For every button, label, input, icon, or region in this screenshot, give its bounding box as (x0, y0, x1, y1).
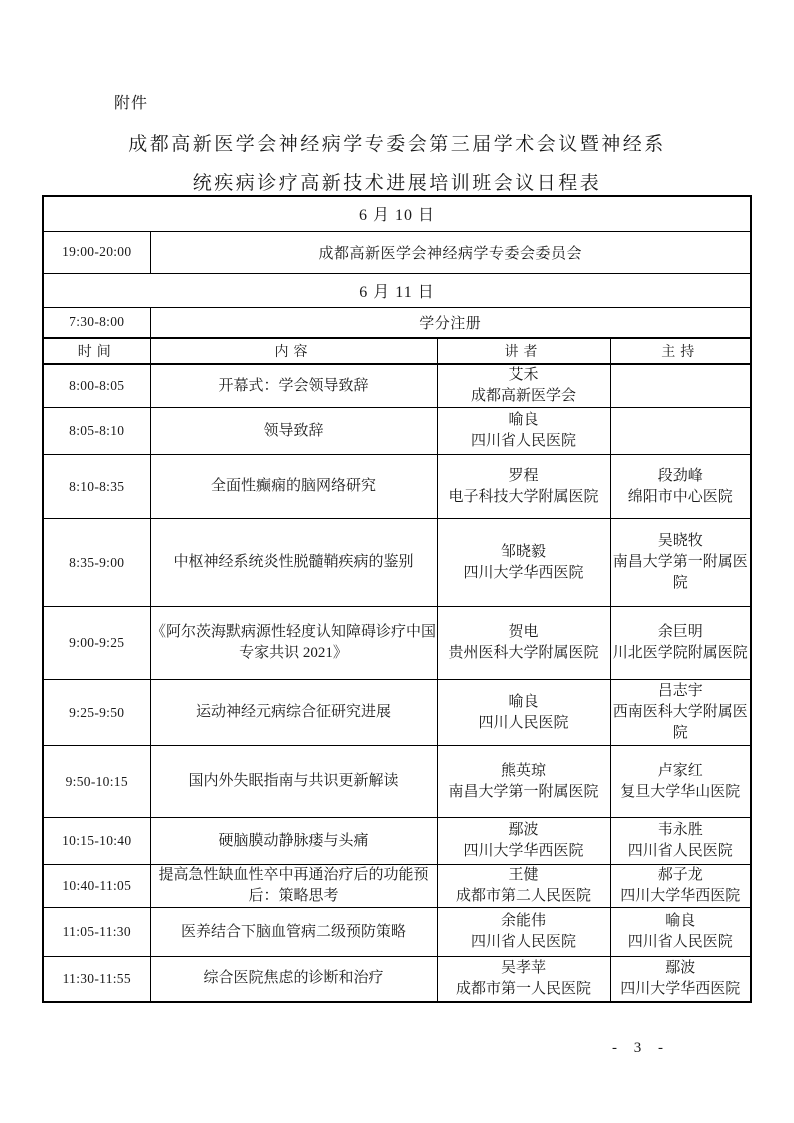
time-cell: 19:00-20:00 (43, 231, 150, 273)
host-org: 西南医科大学附属医院 (612, 704, 748, 741)
table-row (43, 408, 751, 455)
speaker-cell (437, 908, 610, 957)
speaker-name: 吴孝苹 (500, 959, 546, 976)
content-cell: 医养结合下脑血管病二级预防策略 (150, 908, 437, 957)
speaker-org: 四川省人民医院 (470, 433, 576, 449)
host-org: 四川省人民医院 (627, 934, 733, 950)
host-cell (610, 364, 751, 408)
speaker-org: 成都市第二人民医院 (455, 888, 591, 904)
time-cell: 9:50-10:15 (43, 746, 150, 818)
content-cell: 运动神经元病综合征研究进展 (150, 680, 437, 746)
host-name: 郝子龙 (657, 867, 703, 883)
host-org: 川北医学院附属医院 (612, 645, 748, 661)
speaker-cell (437, 607, 610, 680)
speaker-cell (437, 746, 610, 818)
time-cell: 10:40-11:05 (43, 865, 150, 908)
host-org: 南昌大学第一附属医院 (612, 554, 748, 591)
date-header-jun10: 6 月 10 日 (43, 196, 751, 231)
content-cell: 全面性癫痫的脑网络研究 (150, 455, 437, 519)
host-org: 绵阳市中心医院 (627, 488, 733, 505)
table-row (43, 908, 751, 957)
speaker-org: 四川省人民医院 (470, 934, 576, 950)
column-header-row (43, 338, 751, 364)
speaker-name: 艾禾 (508, 367, 539, 383)
column-header-speaker: 讲者 (437, 338, 610, 364)
date-header-jun11: 6 月 11 日 (43, 273, 751, 307)
speaker-org: 四川大学华西医院 (463, 564, 584, 581)
time-cell: 9:25-9:50 (43, 680, 150, 746)
speaker-cell (437, 865, 610, 908)
table-row (43, 680, 751, 746)
time-cell: 7:30-8:00 (43, 307, 150, 338)
time-cell: 11:05-11:30 (43, 908, 150, 957)
speaker-name: 贺电 (508, 624, 539, 640)
speaker-org: 南昌大学第一附属医院 (448, 783, 599, 800)
host-cell (610, 455, 751, 519)
table-row (43, 607, 751, 680)
table-row (43, 746, 751, 818)
host-name: 吕志宇 (657, 683, 703, 699)
speaker-name: 喻良 (508, 412, 539, 428)
speaker-org: 成都市第一人民医院 (455, 980, 591, 997)
attachment-label: 附件 (114, 95, 149, 112)
speaker-cell (437, 957, 610, 1002)
speaker-name: 鄢波 (508, 822, 539, 838)
page-number: - 3 - (612, 1040, 668, 1056)
host-cell (610, 818, 751, 865)
content-cell: 中枢神经系统炎性脱髓鞘疾病的鉴别 (150, 519, 437, 607)
host-cell (610, 519, 751, 607)
column-header-host: 主持 (610, 338, 751, 364)
time-cell: 8:35-9:00 (43, 519, 150, 607)
host-cell (610, 908, 751, 957)
speaker-cell (437, 818, 610, 865)
event-cell: 学分注册 (150, 307, 751, 338)
host-cell (610, 957, 751, 1002)
host-name: 卢家红 (657, 762, 703, 779)
table-row (43, 231, 751, 273)
host-cell (610, 865, 751, 908)
speaker-name: 罗程 (508, 467, 539, 484)
table-row (43, 307, 751, 338)
speaker-cell (437, 364, 610, 408)
host-name: 段劲峰 (657, 467, 703, 484)
host-cell (610, 607, 751, 680)
content-cell: 综合医院焦虑的诊断和治疗 (150, 957, 437, 1002)
speaker-org: 贵州医科大学附属医院 (448, 645, 599, 661)
host-org: 四川省人民医院 (627, 843, 733, 859)
host-name: 吴晓牧 (657, 533, 703, 549)
agenda-table (42, 195, 752, 1003)
speaker-name: 王健 (508, 867, 539, 883)
speaker-name: 喻良 (508, 693, 539, 710)
column-header-content: 内容 (150, 338, 437, 364)
time-cell: 9:00-9:25 (43, 607, 150, 680)
content-cell: 提高急性缺血性卒中再通治疗后的功能预后：策略思考 (150, 865, 437, 908)
table-row (43, 957, 751, 1002)
speaker-org: 成都高新医学会 (470, 388, 576, 404)
speaker-name: 邹晓毅 (500, 543, 546, 560)
document-title-line1: 成都高新医学会神经病学专委会第三届学术会议暨神经系 (128, 134, 666, 155)
document-title-line2: 统疾病诊疗高新技术进展培训班会议日程表 (192, 173, 602, 194)
speaker-org: 四川大学华西医院 (463, 843, 584, 859)
speaker-org: 四川人民医院 (478, 714, 569, 731)
time-cell: 8:00-8:05 (43, 364, 150, 408)
content-cell: 领导致辞 (150, 408, 437, 455)
table-row (43, 455, 751, 519)
host-name: 余巨明 (657, 624, 703, 640)
content-cell: 《阿尔茨海默病源性轻度认知障碍诊疗中国专家共识 2021》 (150, 607, 437, 680)
table-row (43, 818, 751, 865)
speaker-name: 熊英琼 (500, 762, 546, 779)
time-cell: 8:05-8:10 (43, 408, 150, 455)
speaker-cell (437, 408, 610, 455)
speaker-cell (437, 455, 610, 519)
time-cell: 10:15-10:40 (43, 818, 150, 865)
table-row (43, 865, 751, 908)
host-cell (610, 680, 751, 746)
event-cell: 成都高新医学会神经病学专委会委员会 (150, 231, 751, 273)
host-name: 韦永胜 (657, 822, 703, 838)
time-cell: 8:10-8:35 (43, 455, 150, 519)
host-cell (610, 746, 751, 818)
host-name: 鄢波 (665, 959, 696, 976)
time-cell: 11:30-11:55 (43, 957, 150, 1002)
host-name: 喻良 (665, 913, 696, 929)
column-header-time: 时间 (43, 338, 150, 364)
table-row (43, 519, 751, 607)
host-cell (610, 408, 751, 455)
speaker-org: 电子科技大学附属医院 (448, 488, 599, 505)
host-org: 复旦大学华山医院 (620, 783, 741, 800)
speaker-cell (437, 680, 610, 746)
content-cell: 国内外失眠指南与共识更新解读 (150, 746, 437, 818)
host-org: 四川大学华西医院 (620, 888, 741, 904)
content-cell: 开幕式：学会领导致辞 (150, 364, 437, 408)
content-cell: 硬脑膜动静脉瘘与头痛 (150, 818, 437, 865)
speaker-name: 余能伟 (500, 913, 546, 929)
speaker-cell (437, 519, 610, 607)
table-row (43, 364, 751, 408)
host-org: 四川大学华西医院 (620, 980, 741, 997)
